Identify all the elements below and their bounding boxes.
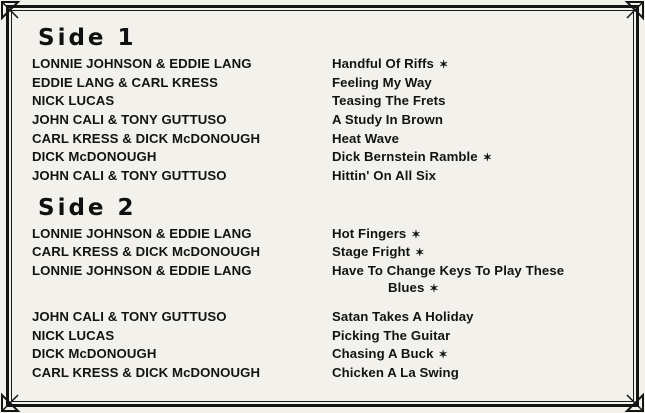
track-star-marker [443, 115, 448, 127]
track-star-marker [399, 134, 404, 146]
track-star-marker [432, 78, 437, 90]
track-title [332, 327, 564, 346]
track-artist: DICK McDONOUGH [32, 149, 157, 165]
track-title [332, 130, 492, 149]
track-title-text: Chasing A Buck [332, 346, 434, 362]
track-spacer [32, 298, 564, 308]
track-star-marker [446, 96, 451, 108]
track-row [32, 364, 564, 383]
track-artist: CARL KRESS & DICK McDONOUGH [32, 244, 261, 260]
track-star-marker: ✶ [415, 247, 425, 260]
track-title-text: Dick Bernstein Ramble [332, 149, 478, 165]
track-title [332, 243, 564, 262]
track-title-text: Picking The Guitar [332, 327, 451, 343]
track-title-text: A Study In Brown [332, 112, 444, 128]
track-title [332, 111, 492, 130]
track-title [332, 364, 564, 383]
track-row [32, 148, 492, 167]
side-1-tracklist [32, 55, 492, 185]
track-title-text: Teasing The Frets [332, 93, 446, 109]
track-title [332, 74, 492, 93]
track-star-marker [459, 368, 464, 380]
track-title [332, 92, 492, 111]
track-row [32, 92, 492, 111]
track-title-text: Satan Takes A Holiday [332, 309, 474, 325]
track-star-marker [436, 171, 441, 183]
tracklist-content [26, 14, 627, 399]
track-artist: CARL KRESS & DICK McDONOUGH [32, 364, 261, 380]
track-artist: NICK LUCAS [32, 327, 115, 343]
track-title-text: Handful Of Riffs [332, 56, 434, 72]
track-artist: LONNIE JOHNSON & EDDIE LANG [32, 262, 252, 278]
track-title-text: Feeling My Way [332, 74, 432, 90]
track-title-continuation [332, 279, 564, 297]
track-title-text: Heat Wave [332, 130, 400, 146]
track-title-text: Have To Change Keys To Play These [332, 262, 565, 278]
track-artist: JOHN CALI & TONY GUTTUSO [32, 309, 227, 325]
track-artist: JOHN CALI & TONY GUTTUSO [32, 167, 227, 183]
track-star-marker: ✶ [438, 349, 448, 362]
track-star-marker: ✶ [411, 228, 421, 241]
track-title-text: Chicken A La Swing [332, 364, 459, 380]
track-row [32, 74, 492, 93]
track-title-text: Stage Fright [332, 244, 411, 260]
track-artist: LONNIE JOHNSON & EDDIE LANG [32, 56, 252, 72]
track-title-text: Hot Fingers [332, 225, 407, 241]
track-row [32, 111, 492, 130]
track-row [32, 308, 564, 327]
track-star-marker [450, 331, 455, 343]
track-row [32, 167, 492, 186]
side-2-heading: Side 2 [38, 194, 137, 221]
track-artist: EDDIE LANG & CARL KRESS [32, 74, 218, 90]
side-1-heading: Side 1 [38, 25, 137, 51]
track-title [332, 225, 564, 244]
track-star-marker [474, 312, 479, 324]
track-title-continuation-text: Blues [388, 280, 425, 296]
side-2-tracklist [32, 225, 564, 383]
track-row [32, 55, 492, 74]
track-row [32, 130, 492, 149]
corner-mark-bottom-left-icon [0, 387, 26, 413]
track-title [332, 55, 492, 74]
track-star-marker: ✶ [438, 59, 449, 72]
track-row [32, 262, 564, 298]
corner-mark-top-left-icon [0, 0, 26, 26]
track-title [332, 308, 564, 327]
track-artist: DICK McDONOUGH [32, 346, 157, 362]
track-artist: LONNIE JOHNSON & EDDIE LANG [32, 225, 252, 241]
track-title-text: Hittin' On All Six [332, 167, 437, 183]
track-artist: NICK LUCAS [32, 93, 115, 109]
track-row [32, 243, 564, 262]
track-title [332, 167, 492, 186]
track-title [332, 345, 564, 364]
track-artist: JOHN CALI & TONY GUTTUSO [32, 112, 227, 128]
track-star-marker: ✶ [482, 152, 492, 165]
track-star-marker: ✶ [429, 283, 439, 296]
track-row [32, 327, 564, 346]
track-title [332, 262, 564, 298]
track-title [332, 148, 492, 167]
track-row [32, 225, 564, 244]
track-row [32, 345, 564, 364]
track-artist: CARL KRESS & DICK McDONOUGH [32, 130, 261, 146]
